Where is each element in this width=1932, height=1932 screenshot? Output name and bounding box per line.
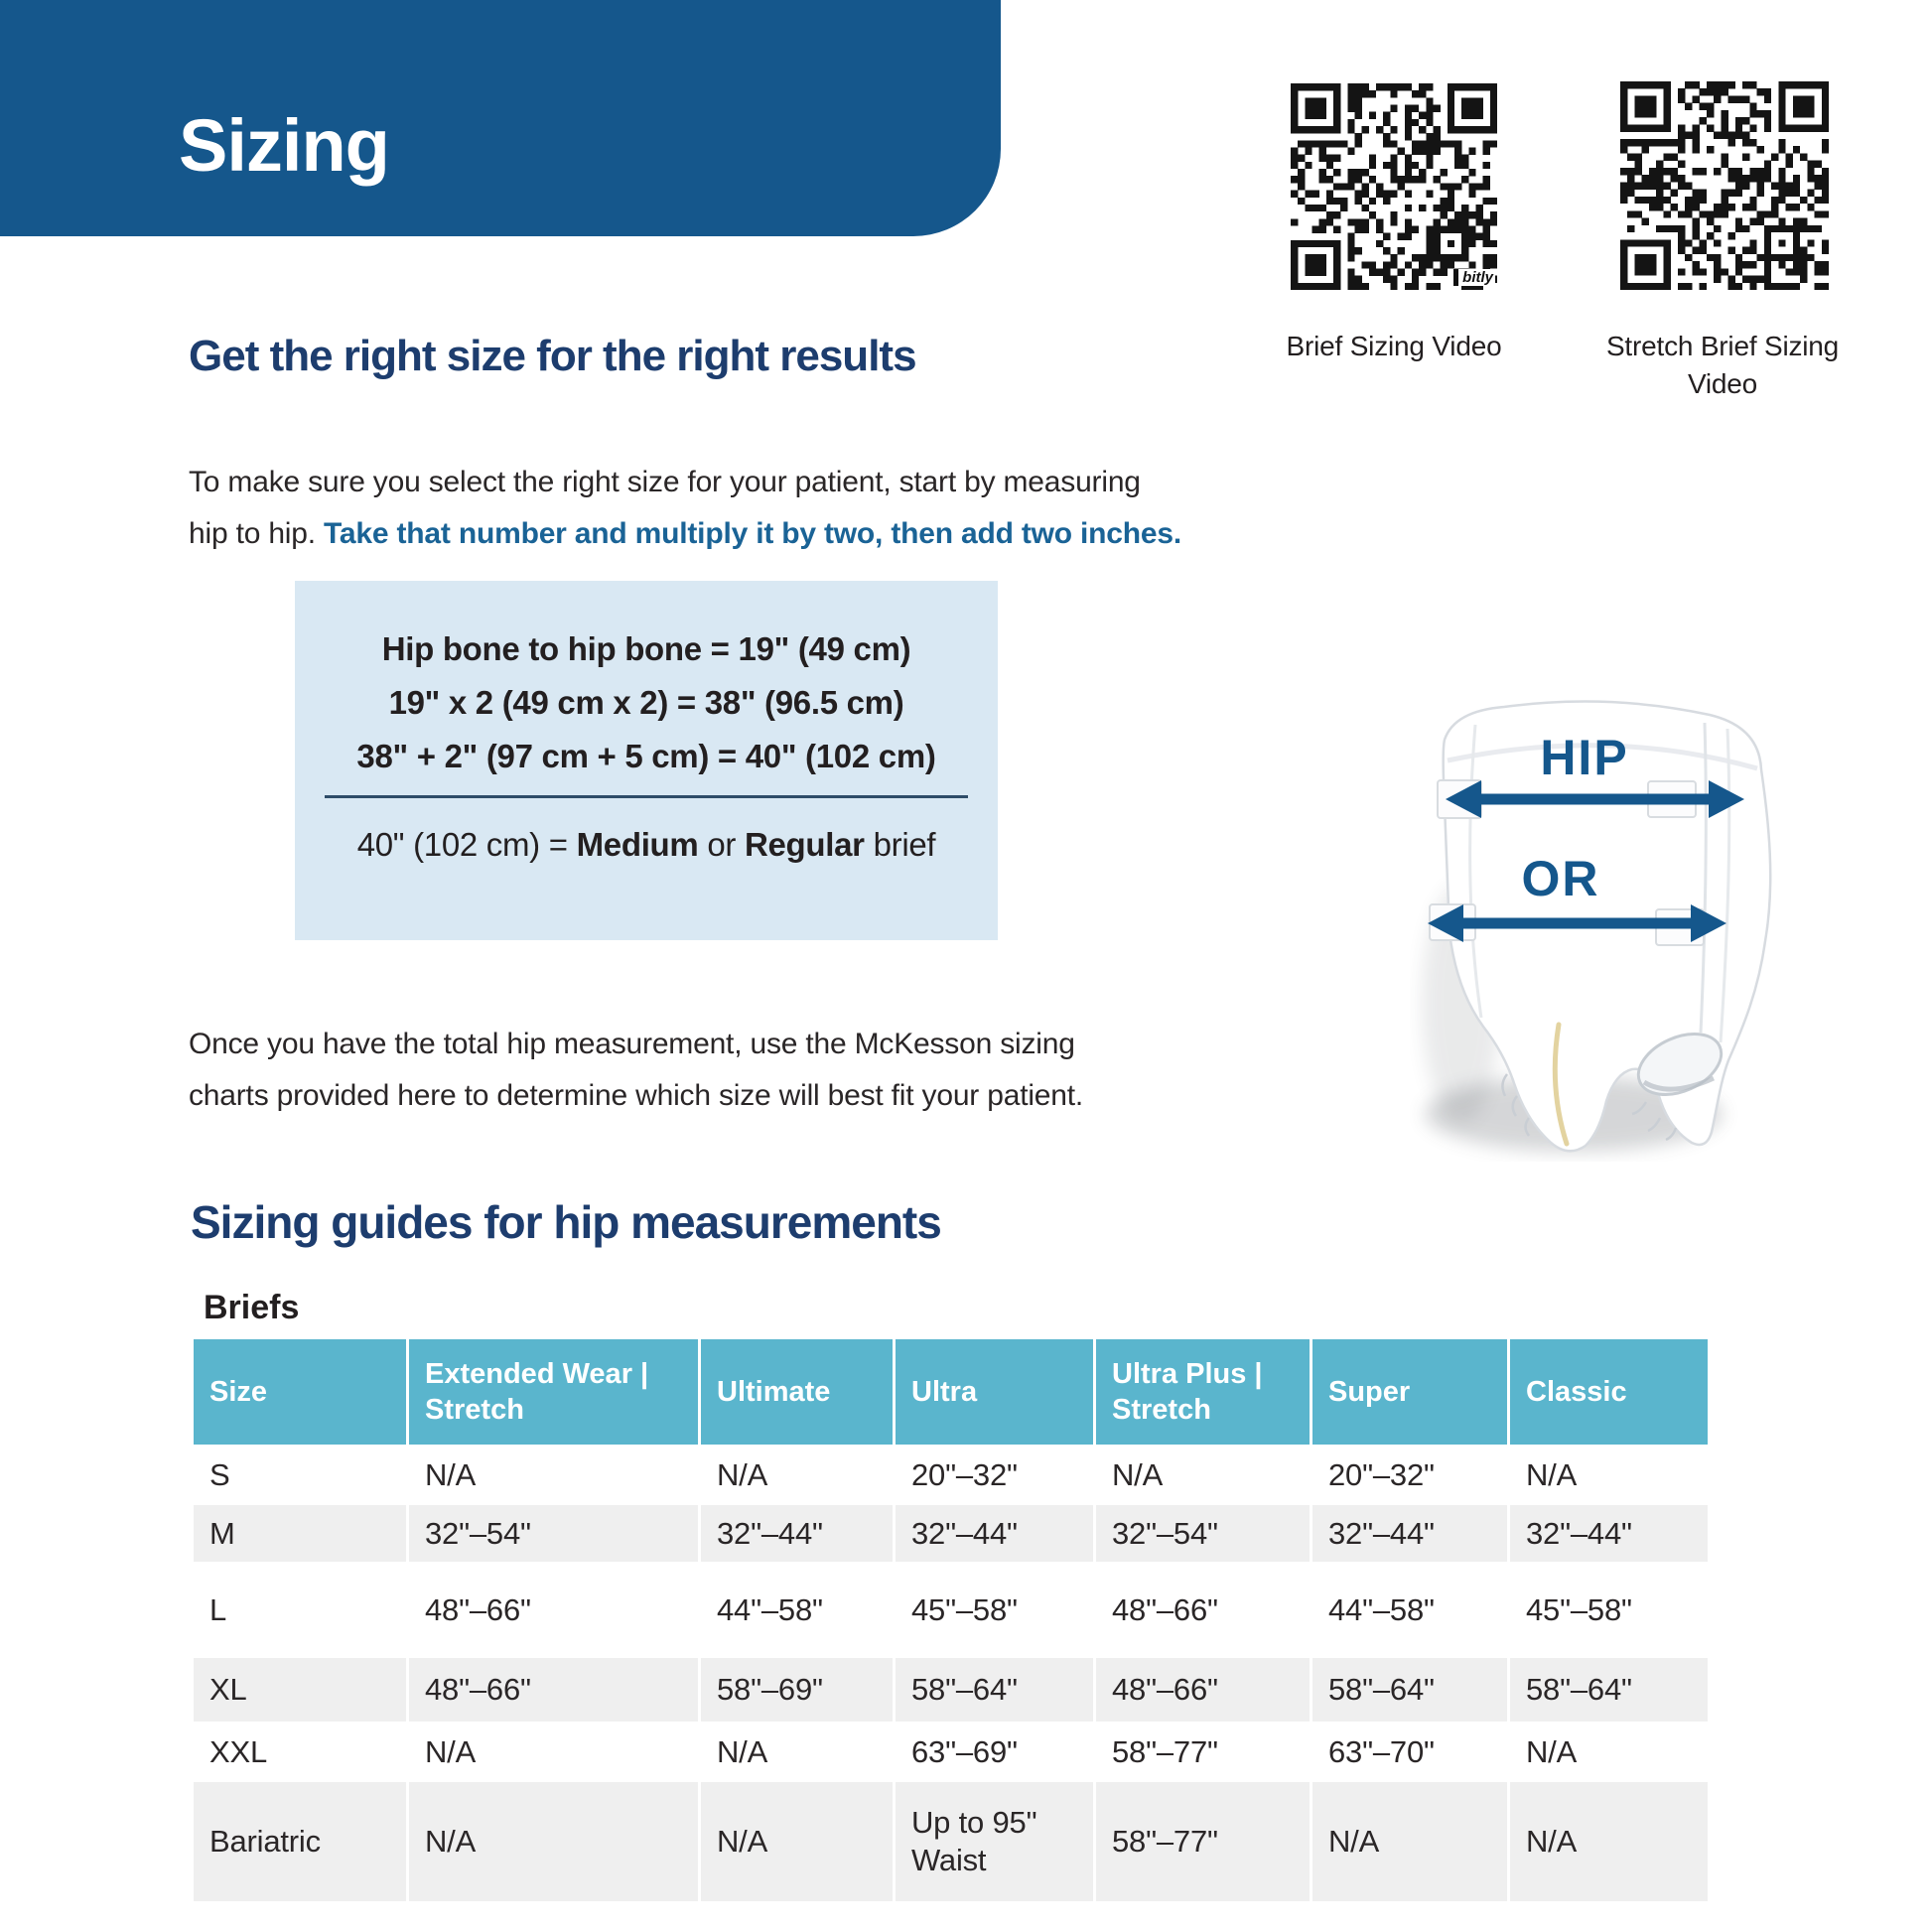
calc-line-3: 38" + 2" (97 cm + 5 cm) = 40" (102 cm)	[356, 738, 936, 774]
qr-label-line1: Stretch Brief Sizing	[1605, 331, 1840, 361]
intro-paragraph	[189, 457, 1261, 560]
column-header-extended-wear-stretch: Extended Wear | Stretch	[409, 1339, 701, 1445]
table-cell: N/A	[701, 1445, 896, 1505]
table-cell: 32"–44"	[1312, 1505, 1510, 1562]
qr-code-stretch-brief-sizing-video	[1620, 81, 1829, 290]
table-cell: N/A	[701, 1722, 896, 1782]
calc-result-regular: Regular	[744, 826, 865, 863]
page-title: Sizing	[179, 104, 389, 187]
row-label: XL	[194, 1658, 409, 1722]
table-row-s	[194, 1445, 1708, 1505]
table-cell: N/A	[409, 1782, 701, 1901]
outro-line2: charts provided here to determine which size will best fit your patient.	[189, 1079, 1084, 1112]
table-cell: 32"–54"	[1096, 1505, 1312, 1562]
table-cell: 48"–66"	[1096, 1562, 1312, 1658]
table-cell: N/A	[409, 1445, 701, 1505]
table-cell: Up to 95" Waist	[896, 1782, 1096, 1901]
qr-label-line2: Video	[1687, 368, 1758, 399]
table-cell: 44"–58"	[701, 1562, 896, 1658]
outro-line1: Once you have the total hip measurement, use the McKesson sizing	[189, 1028, 1075, 1060]
or-label: OR	[1521, 851, 1600, 906]
outro-paragraph	[189, 1019, 1261, 1122]
calc-result-medium: Medium	[576, 826, 699, 863]
column-header-ultra-plus-stretch: Ultra Plus | Stretch	[1096, 1339, 1312, 1445]
intro-line2-regular: hip to hip.	[189, 517, 325, 550]
qr-pattern-icon	[1291, 83, 1497, 290]
intro-heading: Get the right size for the right results	[189, 332, 916, 380]
qr-pattern-icon	[1620, 81, 1829, 290]
header-banner	[0, 0, 1001, 236]
column-header-super: Super	[1312, 1339, 1510, 1445]
hip-label: HIP	[1540, 730, 1629, 785]
row-label: L	[194, 1562, 409, 1658]
table-cell: 58"–77"	[1096, 1722, 1312, 1782]
column-header-ultimate: Ultimate	[701, 1339, 896, 1445]
table-cell: 44"–58"	[1312, 1562, 1510, 1658]
table-cell: N/A	[409, 1722, 701, 1782]
table-row-bariatric	[194, 1782, 1708, 1901]
calc-result-prefix: 40" (102 cm) =	[356, 826, 577, 863]
measurement-example-box	[295, 581, 998, 940]
table-cell: 45"–58"	[1526, 1591, 1632, 1627]
intro-line2-emphasis: Take that number and multiply it by two, then add two inches.	[324, 517, 1182, 550]
table-cell: 58"–64"	[896, 1658, 1096, 1722]
column-header-classic: Classic	[1510, 1339, 1708, 1445]
brief-measurement-diagram	[1410, 685, 1787, 1162]
table-cell: 48"–66"	[409, 1562, 701, 1658]
qr-code-brief-sizing-video	[1291, 83, 1497, 290]
row-label: S	[194, 1445, 409, 1505]
sizing-guides-heading: Sizing guides for hip measurements	[191, 1196, 941, 1248]
table-cell: N/A	[1526, 1733, 1578, 1769]
calc-line-1: Hip bone to hip bone = 19" (49 cm)	[381, 630, 911, 667]
table-cell: 32"–44"	[1510, 1505, 1708, 1562]
calc-line-2: 19" x 2 (49 cm x 2) = 38" (96.5 cm)	[388, 684, 904, 721]
qr-label-stretch-brief-sizing	[1569, 328, 1876, 403]
intro-line1: To make sure you select the right size for your patient, start by measuring	[189, 466, 1141, 498]
table-cell: 45"–58"	[896, 1562, 1096, 1658]
table-row-l	[194, 1562, 1708, 1658]
briefs-sizing-table	[194, 1339, 1708, 1901]
table-header-row	[194, 1339, 1708, 1445]
table-cell: 63"–70"	[1312, 1722, 1510, 1782]
table-cell: 63"–69"	[896, 1722, 1096, 1782]
table-cell: N/A	[1510, 1782, 1708, 1901]
table-row-m	[194, 1505, 1708, 1562]
table-cell: 20"–32"	[896, 1445, 1096, 1505]
table-cell: 32"–44"	[701, 1505, 896, 1562]
calc-result-line	[295, 826, 998, 864]
calc-result-suffix: brief	[864, 826, 936, 863]
column-header-ultra: Ultra	[896, 1339, 1096, 1445]
table-cell: N/A	[701, 1782, 896, 1901]
table-cell: 32"–44"	[896, 1505, 1096, 1562]
column-header-size: Size	[194, 1339, 409, 1445]
row-label: XXL	[194, 1722, 409, 1782]
table-cell: 48"–66"	[409, 1658, 701, 1722]
table-cell: 20"–32"	[1312, 1445, 1510, 1505]
table-cell: 32"–54"	[409, 1505, 701, 1562]
qr-label-brief-sizing: Brief Sizing Video	[1286, 331, 1502, 361]
table-cell: 58"–64"	[1312, 1658, 1510, 1722]
table-cell: 58"–64"	[1510, 1658, 1708, 1722]
bitly-logo: bitly	[1453, 269, 1495, 286]
row-label: M	[194, 1505, 409, 1562]
table-cell: N/A	[1312, 1782, 1510, 1901]
table-cell: 58"–77"	[1096, 1782, 1312, 1901]
table-cell: 58"–69"	[701, 1658, 896, 1722]
row-label: Bariatric	[194, 1782, 409, 1901]
table-row-xl	[194, 1658, 1708, 1722]
brief-illustration	[1410, 685, 1787, 1162]
calc-divider	[325, 795, 968, 798]
table-cell: N/A	[1526, 1456, 1578, 1492]
table-cell: 48"–66"	[1096, 1658, 1312, 1722]
table-cell: N/A	[1096, 1445, 1312, 1505]
briefs-table-title: Briefs	[204, 1289, 300, 1326]
calc-result-or: or	[698, 826, 745, 863]
table-row-xxl	[194, 1722, 1708, 1782]
